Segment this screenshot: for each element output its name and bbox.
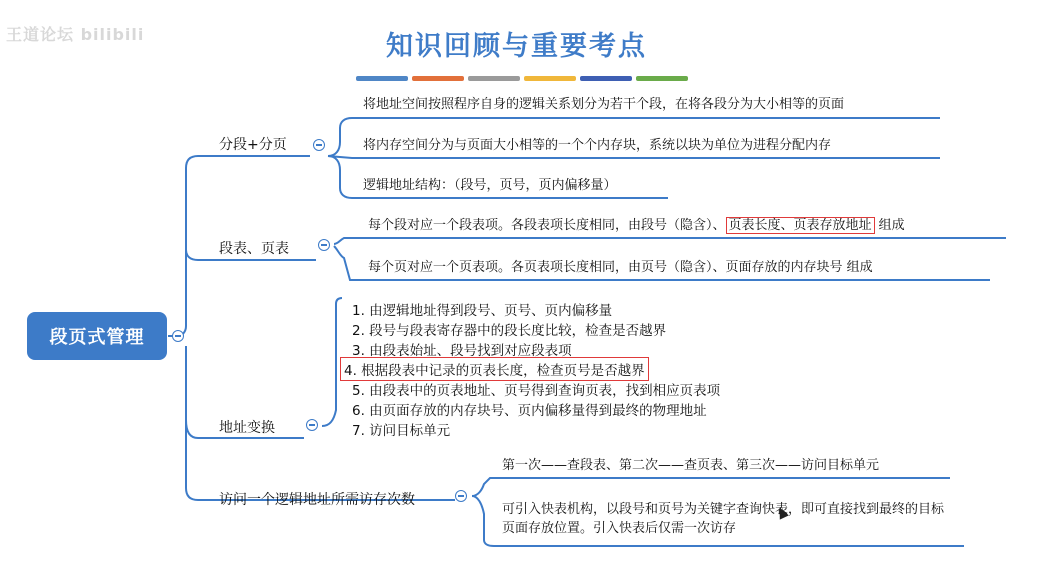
translation-step-6: 6. 由页面存放的内存块号、页内偏移量得到最终的物理地址 xyxy=(352,403,707,419)
branch-translation[interactable]: 地址变换 xyxy=(219,420,275,436)
translation-step-3: 3. 由段表始址、段号找到对应段表项 xyxy=(352,343,572,359)
translation-step-5: 5. 由段表中的页表地址、页号得到查询页表，找到相应页表项 xyxy=(352,383,721,399)
watermark: 王道论坛 bilibili xyxy=(6,25,145,44)
translation-step-2: 2. 段号与段表寄存器中的段长度比较，检查是否越界 xyxy=(352,323,667,339)
tables-collapse-icon[interactable] xyxy=(318,239,330,251)
root-collapse-icon[interactable] xyxy=(172,330,184,342)
branch-access-count[interactable]: 访问一个逻辑地址所需访存次数 xyxy=(219,492,415,508)
seg-page-collapse-icon[interactable] xyxy=(313,139,325,151)
translation-step-4: 4. 根据段表中记录的页表长度，检查页号是否越界 xyxy=(340,357,649,381)
branch-seg-page[interactable]: 分段+分页 xyxy=(219,137,287,153)
seg-page-item-1: 将地址空间按照程序自身的逻辑关系划分为若干个段，在将各段分为大小相等的页面 xyxy=(363,97,845,112)
seg-page-item-2: 将内存空间分为与页面大小相等的一个个内存块，系统以块为单位为进程分配内存 xyxy=(363,138,832,153)
page-title: 知识回顾与重要考点 xyxy=(386,31,647,62)
access-item-1: 第一次——查段表、第二次——查页表、第三次——访问目标单元 xyxy=(502,458,880,473)
tables-item-1-highlight: 页表长度、页表存放地址 xyxy=(726,217,875,234)
tables-item-1-prefix: 每个段对应一个段表项。各段表项长度相同，由段号（隐含）、 xyxy=(368,218,726,233)
translation-step-7: 7. 访问目标单元 xyxy=(352,423,451,439)
translation-collapse-icon[interactable] xyxy=(306,419,318,431)
seg-page-item-3: 逻辑地址结构：（段号，页号，页内偏移量） xyxy=(363,178,617,193)
access-collapse-icon[interactable] xyxy=(455,490,467,502)
translation-step-1: 1. 由逻辑地址得到段号、页号、页内偏移量 xyxy=(352,303,613,319)
root-node[interactable]: 段页式管理 xyxy=(27,312,167,360)
tables-item-1 xyxy=(368,216,905,235)
access-item-2: 可引入快表机构，以段号和页号为关键字查询快表，即可直接找到最终的目标页面存放位置。引入快表后仅需一次访存 xyxy=(502,502,945,536)
branch-tables[interactable]: 段表、页表 xyxy=(219,241,289,257)
tables-item-1-suffix: 组成 xyxy=(874,218,905,233)
tables-item-2: 每个页对应一个页表项。各页表项长度相同，由页号（隐含）、页面存放的内存块号 组成 xyxy=(368,260,873,275)
